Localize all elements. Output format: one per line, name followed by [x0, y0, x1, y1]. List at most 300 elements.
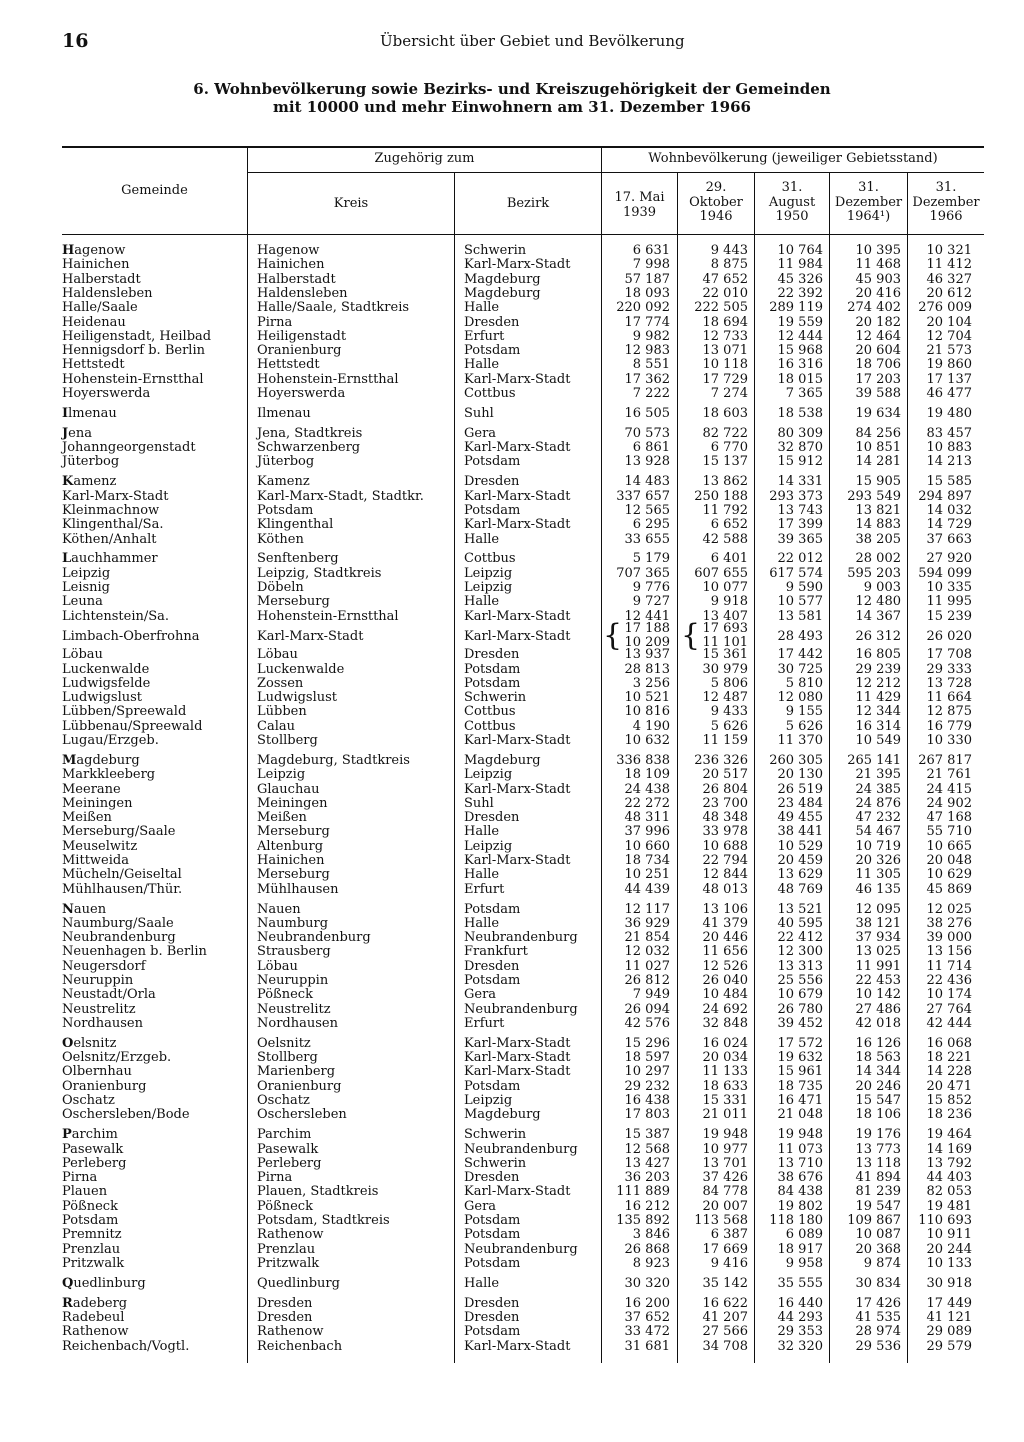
kreis-cell: Halle/Saale, Stadtkreis [257, 300, 410, 316]
population-cell: 20 416 [855, 285, 901, 301]
bezirk-cell: Neubrandenburg [464, 1001, 578, 1017]
population-cell: 27 920 [926, 551, 972, 567]
gemeinde-cell: Mühlhausen/Thür. [62, 881, 183, 897]
population-cell: 18 597 [624, 1050, 670, 1066]
population-cell: 10 632 [624, 733, 670, 748]
population-cell: 12 983 [624, 343, 670, 359]
population-cell: 11 101 [702, 634, 748, 650]
population-cell: 13 581 [777, 608, 823, 624]
population-cell: 13 025 [855, 944, 901, 960]
header-bevoelkerung: Wohnbevölkerung (jeweiliger Gebietsstand) [648, 151, 938, 166]
population-cell: 18 538 [777, 405, 823, 421]
kreis-cell: Köthen [257, 531, 304, 547]
population-cell: 32 320 [777, 1338, 823, 1354]
population-cell: 18 694 [702, 314, 748, 330]
population-cell: 11 370 [777, 733, 823, 748]
gemeinde-cell: Oschatz [62, 1093, 115, 1108]
population-cell: 13 710 [777, 1155, 823, 1171]
kreis-cell: Schwarzenberg [257, 440, 361, 456]
population-cell: 6 631 [632, 243, 670, 258]
population-cell: 3 256 [632, 675, 670, 691]
kreis-cell: Rathenow [257, 1227, 324, 1243]
kreis-cell: Oranienburg [257, 343, 342, 359]
kreis-cell: Halberstadt [257, 271, 336, 287]
population-cell: 9 590 [785, 580, 823, 595]
kreis-cell: Dresden [257, 1295, 313, 1311]
population-cell: 21 011 [702, 1107, 748, 1123]
bezirk-cell: Halle [464, 867, 500, 883]
population-cell: 41 894 [855, 1170, 901, 1186]
population-cell: 14 344 [855, 1064, 901, 1080]
population-cell: 4 190 [632, 718, 670, 734]
population-cell: 276 009 [918, 300, 972, 316]
population-cell: 10 549 [855, 733, 901, 748]
population-cell: 26 868 [624, 1241, 670, 1257]
population-cell: 41 379 [702, 915, 748, 931]
kreis-cell: Pirna [257, 1170, 293, 1186]
gemeinde-cell: Kleinmachnow [62, 502, 160, 518]
kreis-cell: Naumburg [257, 915, 329, 931]
population-cell: 28 493 [777, 628, 823, 644]
bezirk-cell: Dresden [464, 958, 520, 974]
population-cell: 28 813 [624, 661, 670, 677]
bezirk-cell: Cottbus [464, 704, 516, 720]
header-zugehoerig: Zugehörig zum [374, 151, 475, 166]
header-date-line: 1946 [699, 209, 733, 224]
population-cell: 55 710 [926, 824, 972, 840]
gemeinde-cell: Jena [62, 425, 92, 441]
kreis-cell: Merseburg [257, 867, 330, 883]
population-cell: 16 314 [855, 718, 901, 734]
population-cell: 20 034 [702, 1050, 748, 1066]
bezirk-cell: Potsdam [464, 661, 521, 677]
bezirk-cell: Gera [464, 425, 497, 441]
population-cell: 10 665 [926, 838, 972, 854]
gemeinde-cell: Heidenau [62, 314, 126, 330]
population-cell: 13 313 [777, 958, 823, 974]
population-cell: 9 874 [863, 1255, 901, 1271]
population-cell: 40 595 [777, 915, 823, 931]
population-cell: 20 182 [855, 314, 901, 330]
population-cell: 39 452 [777, 1015, 823, 1031]
population-cell: 11 412 [926, 257, 972, 273]
population-cell: 10 577 [777, 594, 823, 610]
kreis-cell: Marienberg [257, 1064, 336, 1080]
population-cell: 17 803 [624, 1107, 670, 1123]
population-cell: 9 003 [863, 580, 901, 595]
header-date-line: 31. [935, 180, 957, 195]
population-cell: 16 805 [855, 647, 901, 663]
bezirk-cell: Potsdam [464, 1324, 521, 1340]
population-cell: 110 693 [918, 1213, 972, 1228]
bezirk-cell: Suhl [464, 405, 494, 421]
page-number: 16 [62, 30, 89, 52]
header-date-line: 31. [781, 180, 803, 195]
population-cell: 84 256 [855, 425, 901, 441]
kreis-cell: Haldensleben [257, 285, 348, 301]
population-cell: 18 109 [624, 767, 670, 783]
gemeinde-cell: Halle/Saale [62, 300, 138, 316]
population-cell: 20 130 [777, 767, 823, 783]
population-cell: 12 565 [624, 502, 670, 518]
gemeinde-cell: Quedlinburg [62, 1275, 146, 1291]
population-cell: 22 794 [702, 853, 748, 868]
kreis-cell: Karl-Marx-Stadt, Stadtkr. [257, 488, 424, 504]
population-cell: 3 846 [632, 1227, 670, 1243]
kreis-cell: Hainichen [257, 853, 325, 868]
table-title-line-2: mit 10000 und mehr Einwohnern am 31. Dezember 1966 [273, 98, 751, 116]
gemeinde-cell: Löbau [62, 647, 103, 663]
bezirk-cell: Potsdam [464, 1255, 521, 1271]
population-cell: 17 693 [702, 620, 748, 636]
kreis-cell: Oschatz [257, 1093, 310, 1108]
population-cell: 42 576 [624, 1015, 670, 1031]
kreis-cell: Senftenberg [257, 551, 339, 567]
population-cell: 14 883 [855, 517, 901, 533]
kreis-cell: Zossen [257, 675, 304, 691]
population-cell: 118 180 [769, 1213, 823, 1228]
gemeinde-cell: Oelsnitz [62, 1035, 117, 1051]
bezirk-cell: Leipzig [464, 767, 513, 783]
population-cell: 10 395 [855, 243, 901, 258]
population-cell: 15 239 [926, 608, 972, 624]
population-cell: 15 852 [926, 1093, 972, 1108]
population-cell: 10 321 [926, 243, 972, 258]
gemeinde-cell: Merseburg/Saale [62, 824, 176, 840]
population-cell: 5 626 [710, 718, 748, 734]
population-cell: 11 792 [702, 502, 748, 518]
population-cell: 16 505 [624, 405, 670, 421]
population-cell: 20 104 [926, 314, 972, 330]
population-cell: 39 588 [855, 386, 901, 401]
population-cell: 19 481 [926, 1198, 972, 1214]
population-cell: 84 778 [702, 1184, 748, 1200]
population-cell: 21 395 [855, 767, 901, 783]
population-cell: 20 326 [855, 853, 901, 868]
population-cell: 7 274 [710, 386, 748, 401]
population-cell: 22 436 [926, 973, 972, 988]
kreis-cell: Altenburg [257, 838, 324, 854]
gemeinde-cell: Rathenow [62, 1324, 129, 1340]
population-cell: 41 535 [855, 1310, 901, 1325]
gemeinde-cell: Ludwigslust [62, 690, 143, 706]
bezirk-cell: Neubrandenburg [464, 930, 578, 946]
population-cell: 14 169 [926, 1141, 972, 1157]
gemeinde-cell: Premnitz [62, 1227, 122, 1243]
kreis-cell: Oschersleben [257, 1107, 347, 1123]
population-cell: 18 917 [777, 1241, 823, 1257]
population-cell: 12 444 [777, 328, 823, 344]
bezirk-cell: Dresden [464, 314, 520, 330]
population-cell: 26 812 [624, 973, 670, 988]
population-cell: 47 652 [702, 271, 748, 287]
population-cell: 27 764 [926, 1001, 972, 1017]
population-cell: 12 300 [777, 944, 823, 960]
gemeinde-cell: Limbach-Oberfrohna [62, 628, 200, 644]
population-cell: 14 483 [624, 474, 670, 490]
bezirk-cell: Schwerin [464, 1155, 527, 1171]
kreis-cell: Stollberg [257, 733, 318, 748]
population-cell: 9 958 [785, 1255, 823, 1271]
population-cell: 15 905 [855, 474, 901, 490]
population-cell: 39 365 [777, 531, 823, 547]
population-cell: 19 176 [855, 1127, 901, 1143]
population-cell: 10 118 [702, 357, 748, 373]
kreis-cell: Dresden [257, 1310, 313, 1325]
population-cell: 9 776 [632, 580, 670, 595]
bezirk-cell: Erfurt [464, 881, 505, 897]
population-cell: 16 068 [926, 1035, 972, 1051]
bezirk-cell: Dresden [464, 810, 520, 826]
population-cell: 9 918 [710, 594, 748, 610]
population-cell: 5 626 [785, 718, 823, 734]
population-cell: 80 309 [777, 425, 823, 441]
bezirk-cell: Leipzig [464, 580, 513, 595]
kreis-cell: Nauen [257, 901, 301, 917]
gemeinde-cell: Plauen [62, 1184, 108, 1200]
population-cell: 36 203 [624, 1170, 670, 1186]
population-cell: 37 663 [926, 531, 972, 547]
kreis-cell: Pößneck [257, 987, 313, 1003]
population-cell: 41 207 [702, 1310, 748, 1325]
population-cell: 22 412 [777, 930, 823, 946]
gemeinde-cell: Reichenbach/Vogtl. [62, 1338, 190, 1354]
bezirk-cell: Potsdam [464, 502, 521, 518]
population-cell: 10 297 [624, 1064, 670, 1080]
population-cell: 48 769 [777, 881, 823, 897]
population-cell: 41 121 [926, 1310, 972, 1325]
population-cell: 22 010 [702, 285, 748, 301]
gemeinde-cell: Johanngeorgenstadt [62, 440, 196, 456]
population-cell: 6 387 [710, 1227, 748, 1243]
population-cell: 42 444 [926, 1015, 972, 1031]
population-cell: 24 415 [926, 781, 972, 797]
population-cell: 15 331 [702, 1093, 748, 1108]
population-cell: 10 521 [624, 690, 670, 706]
population-cell: 20 244 [926, 1241, 972, 1257]
gemeinde-cell: Neuruppin [62, 973, 134, 988]
gemeinde-cell: Hoyerswerda [62, 386, 151, 401]
population-cell: 16 316 [777, 357, 823, 373]
gemeinde-cell: Olbernhau [62, 1064, 132, 1080]
population-cell: 250 188 [694, 488, 748, 504]
gemeinde-cell: Köthen/Anhalt [62, 531, 157, 547]
kreis-cell: Perleberg [257, 1155, 322, 1171]
population-cell: 7 222 [632, 386, 670, 401]
kreis-cell: Neustrelitz [257, 1001, 331, 1017]
population-cell: 13 862 [702, 474, 748, 490]
population-cell: 7 998 [632, 257, 670, 273]
population-cell: 11 995 [926, 594, 972, 610]
kreis-cell: Plauen, Stadtkreis [257, 1184, 379, 1200]
kreis-cell: Prenzlau [257, 1241, 316, 1257]
bezirk-cell: Potsdam [464, 901, 521, 917]
bezirk-cell: Gera [464, 987, 497, 1003]
kreis-cell: Löbau [257, 958, 298, 974]
population-cell: 35 555 [777, 1275, 823, 1291]
gemeinde-cell: Perleberg [62, 1155, 127, 1171]
bezirk-cell: Gera [464, 1198, 497, 1214]
population-cell: 8 875 [710, 257, 748, 273]
bezirk-cell: Potsdam [464, 973, 521, 988]
population-cell: 16 200 [624, 1295, 670, 1311]
population-cell: 23 700 [702, 795, 748, 811]
kreis-cell: Nordhausen [257, 1015, 338, 1031]
bezirk-cell: Dresden [464, 1295, 520, 1311]
population-cell: 21 761 [926, 767, 972, 783]
population-cell: 82 722 [702, 425, 748, 441]
population-cell: 274 402 [847, 300, 901, 316]
kreis-cell: Calau [257, 718, 295, 734]
population-cell: 20 612 [926, 285, 972, 301]
bezirk-cell: Frankfurt [464, 944, 528, 960]
bezirk-cell: Cottbus [464, 551, 516, 567]
population-cell: 22 392 [777, 285, 823, 301]
gemeinde-cell: Pirna [62, 1170, 98, 1186]
population-cell: 17 449 [926, 1295, 972, 1311]
bezirk-cell: Karl-Marx-Stadt [464, 1050, 571, 1066]
population-cell: 10 629 [926, 867, 972, 883]
gemeinde-cell: Leuna [62, 594, 103, 610]
population-cell: 46 477 [926, 386, 972, 401]
population-cell: 11 429 [855, 690, 901, 706]
bezirk-cell: Karl-Marx-Stadt [464, 517, 571, 533]
gemeinde-cell: Mittweida [62, 853, 129, 868]
population-cell: 10 911 [926, 1227, 972, 1243]
kreis-cell: Neuruppin [257, 973, 329, 988]
population-cell: 13 701 [702, 1155, 748, 1171]
population-cell: 12 568 [624, 1141, 670, 1157]
bezirk-cell: Erfurt [464, 1015, 505, 1031]
population-cell: 109 867 [847, 1213, 901, 1228]
kreis-cell: Merseburg [257, 824, 330, 840]
population-cell: 15 296 [624, 1035, 670, 1051]
population-cell: 13 821 [855, 502, 901, 518]
gemeinde-cell: Kamenz [62, 474, 117, 490]
kreis-cell: Lübben [257, 704, 307, 720]
gemeinde-cell: Neuenhagen b. Berlin [62, 944, 207, 960]
population-cell: 15 137 [702, 454, 748, 470]
kreis-cell: Hohenstein-Ernstthal [257, 371, 399, 387]
population-cell: 16 126 [855, 1035, 901, 1051]
bezirk-cell: Erfurt [464, 328, 505, 344]
gemeinde-cell: Mücheln/Geiseltal [62, 867, 182, 883]
bezirk-cell: Halle [464, 357, 500, 373]
population-cell: 70 573 [624, 425, 670, 441]
header-date-line: 29. [705, 180, 727, 195]
population-cell: 15 961 [777, 1064, 823, 1080]
kreis-cell: Neubrandenburg [257, 930, 371, 946]
gemeinde-cell: Hohenstein-Ernstthal [62, 371, 204, 387]
population-cell: 19 802 [777, 1198, 823, 1214]
header-date-line: 31. [858, 180, 879, 195]
bezirk-cell: Halle [464, 300, 500, 316]
population-cell: 15 547 [855, 1093, 901, 1108]
population-cell: 12 733 [702, 328, 748, 344]
kreis-cell: Hohenstein-Ernstthal [257, 608, 399, 624]
population-cell: 10 133 [926, 1255, 972, 1271]
kreis-cell: Merseburg [257, 594, 330, 610]
population-cell: 17 442 [777, 647, 823, 663]
bezirk-cell: Potsdam [464, 1227, 521, 1243]
population-cell: 20 446 [702, 930, 748, 946]
population-cell: 17 137 [926, 371, 972, 387]
bezirk-cell: Cottbus [464, 718, 516, 734]
population-cell: 22 272 [624, 795, 670, 811]
population-cell: 36 929 [624, 915, 670, 931]
population-cell: 34 708 [702, 1338, 748, 1354]
population-cell: 12 095 [855, 901, 901, 917]
population-cell: 13 743 [777, 502, 823, 518]
kreis-cell: Hoyerswerda [257, 386, 346, 401]
bezirk-cell: Karl-Marx-Stadt [464, 1184, 571, 1200]
population-cell: 20 604 [855, 343, 901, 359]
bezirk-cell: Potsdam [464, 675, 521, 691]
population-cell: 18 706 [855, 357, 901, 373]
population-cell: 30 834 [855, 1275, 901, 1291]
population-cell: 10 529 [777, 838, 823, 854]
population-cell: 45 326 [777, 271, 823, 287]
population-cell: 15 387 [624, 1127, 670, 1143]
kreis-cell: Heiligenstadt [257, 328, 347, 344]
population-cell: 15 912 [777, 454, 823, 470]
kreis-cell: Pritzwalk [257, 1255, 320, 1271]
population-cell: 29 232 [624, 1078, 670, 1094]
gemeinde-cell: Hagenow [62, 243, 126, 258]
gemeinde-cell: Klingenthal/Sa. [62, 517, 164, 533]
population-cell: 337 657 [616, 488, 670, 504]
population-cell: 54 467 [855, 824, 901, 840]
population-cell: 31 681 [624, 1338, 670, 1354]
header-date-line: 17. Mai [614, 190, 665, 205]
population-cell: 10 764 [777, 243, 823, 258]
gemeinde-cell: Heiligenstadt, Heilbad [62, 328, 212, 344]
population-cell: 16 440 [777, 1295, 823, 1311]
population-cell: 37 426 [702, 1170, 748, 1186]
header-date-line: Oktober [689, 194, 743, 210]
population-cell: 11 133 [702, 1064, 748, 1080]
gemeinde-cell: Oranienburg [62, 1078, 147, 1094]
population-cell: 10 679 [777, 987, 823, 1003]
population-cell: 12 844 [702, 867, 748, 883]
kreis-cell: Leipzig [257, 767, 306, 783]
population-cell: 17 426 [855, 1295, 901, 1311]
kreis-cell: Mühlhausen [257, 881, 339, 897]
population-cell: 21 573 [926, 343, 972, 359]
population-cell: 26 094 [624, 1001, 670, 1017]
header-date-line: 1966 [929, 209, 963, 224]
bezirk-cell: Karl-Marx-Stadt [464, 257, 571, 273]
gemeinde-cell: Pasewalk [62, 1141, 124, 1157]
population-cell: 48 013 [702, 881, 748, 897]
population-cell: 10 688 [702, 838, 748, 854]
bezirk-cell: Potsdam [464, 1213, 521, 1228]
brace-icon: { [681, 617, 701, 653]
population-cell: 47 232 [855, 810, 901, 826]
kreis-cell: Oranienburg [257, 1078, 342, 1094]
population-cell: 29 353 [777, 1324, 823, 1340]
population-cell: 30 725 [777, 661, 823, 677]
population-cell: 11 656 [702, 944, 748, 960]
population-cell: 14 331 [777, 474, 823, 490]
gemeinde-cell: Neustrelitz [62, 1001, 136, 1017]
population-cell: 16 471 [777, 1093, 823, 1108]
population-cell: 22 453 [855, 973, 901, 988]
population-cell: 26 020 [926, 628, 972, 644]
population-cell: 29 536 [855, 1338, 901, 1354]
bezirk-cell: Karl-Marx-Stadt [464, 1064, 571, 1080]
kreis-cell: Strausberg [257, 944, 331, 960]
